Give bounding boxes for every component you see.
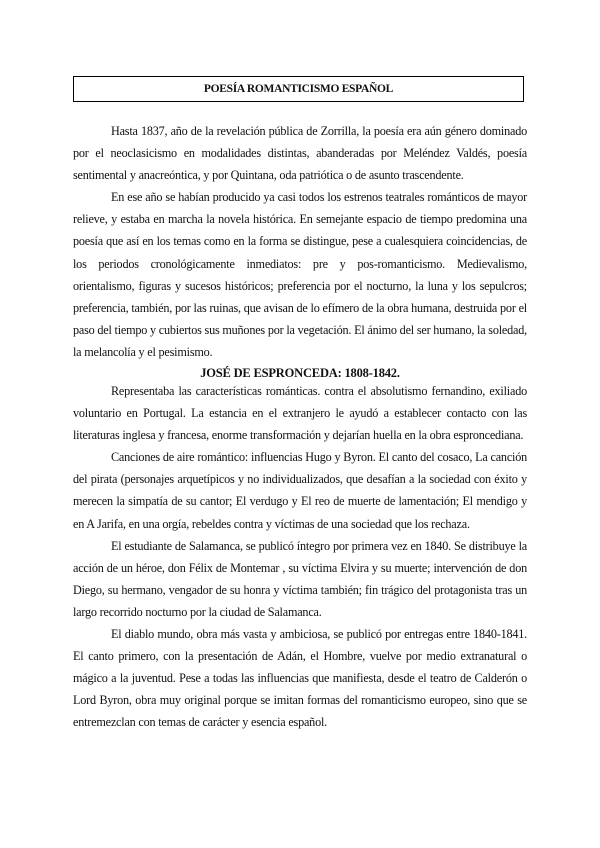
document-title: POESÍA ROMANTICISMO ESPAÑOL [73, 76, 524, 102]
espronceda-section [73, 380, 527, 734]
espronceda-paragraph-3: El estudiante de Salamanca, se publicó íntegro por primera vez en 1840. Se distribuye la acción de un héroe, don Félix de Montemar , su víctima Elvira y su muerte; intervención de don Diego, su hermano, vengador de su honra y víctima también; fin trágico del protagonista tras un largo recorrido nocturno por la ciudad de Salamanca. [73, 538, 527, 619]
espronceda-paragraph-1: Representaba las características románticas. contra el absolutismo fernandino, exiliado voluntario en Portugal. La estancia en el extranjero le ayudó a establecer contacto con las literaturas inglesa y francesa, enorme transformación y dejarían huella en la obra esproncediana. [73, 384, 527, 443]
intro-paragraph-2: En ese año se habían producido ya casi todos los estrenos teatrales románticos de mayor relieve, y estaba en marcha la novela histórica. En semejante espacio de tiempo predomina una poesía que así en los temas como en la forma se distingue, pese a cualesquiera coincidencias, de los periodos cronológicamente inmediatos: pre y pos-romanticismo. Medievalismo, orientalismo, figuras y sucesos históricos; preferencia por el nocturno, la luna y los sepulcros; preferencia, también, por las ruinas, que avisan de lo efímero de la obra humana, destruida por el paso del tiempo y cubiertos sus muñones por la vegetación. El ánimo del ser humano, la soledad, la melancolía y el pesimismo. [73, 190, 527, 359]
section-heading: JOSÉ DE ESPRONCEDA: 1808-1842. [200, 366, 400, 380]
intro-section [73, 120, 527, 363]
espronceda-paragraph-4: El diablo mundo, obra más vasta y ambiciosa, se publicó por entregas entre 1840-1841. El canto primero, con la presentación de Adán, el Hombre, vuelve por medio extranatural o mágico a la juventud. Pese a todas las influencias que manifiesta, desde el teatro de Calderón o Lord Byron, obra muy original porque se imitan formas del romanticismo europeo, sino que se entremezclan con temas de carácter y esencia español. [73, 627, 527, 730]
espronceda-paragraph-2: Canciones de aire romántico: influencias Hugo y Byron. El canto del cosaco, La canción del pirata (personajes arquetípicos y no individualizados, que desafían a la sociedad con éxito y merecen la simpatía de su cantor; El verdugo y El reo de muerte de lamentación; El mendigo y en A Jarifa, en una orgía, rebeldes contra y víctimas de una sociedad que los rechaza. [73, 450, 527, 531]
intro-paragraph-1: Hasta 1837, año de la revelación pública de Zorrilla, la poesía era aún género dominado por el neoclasicismo en modalidades distintas, abanderadas por Meléndez Valdés, poesía sentimental y anacreóntica, y por Quintana, oda patriótica o de asunto trascendente. [73, 124, 527, 183]
